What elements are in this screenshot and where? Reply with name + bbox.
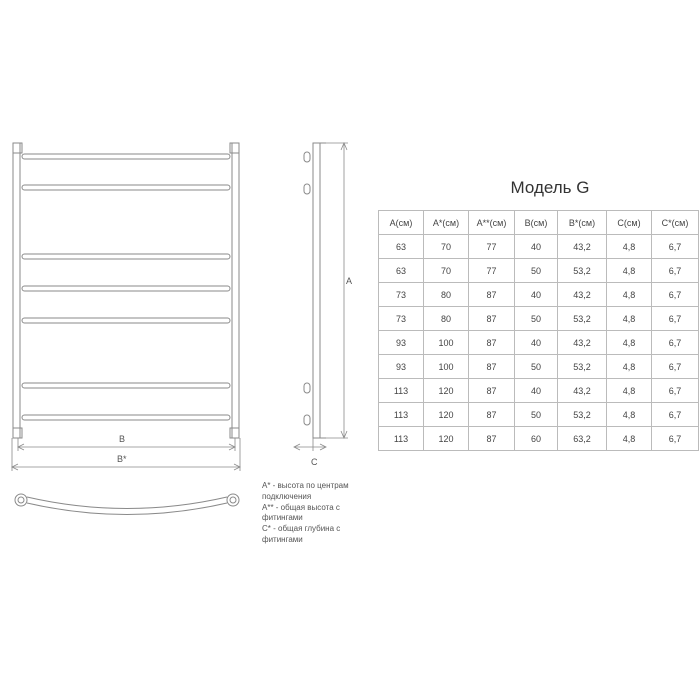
table-cell: 4,8	[607, 259, 652, 283]
rung	[22, 185, 230, 190]
table-cell: 63,2	[558, 427, 607, 451]
table-cell: 6,7	[652, 331, 699, 355]
left-upright-fitting-bottom	[13, 428, 22, 438]
table-cell: 73	[379, 307, 424, 331]
right-upright-fitting-bottom	[230, 428, 239, 438]
table-cell: 4,8	[607, 235, 652, 259]
table-cell: 87	[469, 331, 515, 355]
table-cell: 87	[469, 307, 515, 331]
note-line: A* - высота по центрам	[262, 481, 349, 490]
column-header: A*(см)	[424, 211, 469, 235]
table-header-row	[379, 211, 699, 235]
table-cell: 50	[515, 307, 558, 331]
left-upright-fitting-top	[13, 143, 22, 153]
table-cell: 6,7	[652, 283, 699, 307]
table-cell: 6,7	[652, 307, 699, 331]
table-row	[379, 235, 699, 259]
table-cell: 87	[469, 403, 515, 427]
top-view	[15, 494, 239, 515]
table-row	[379, 259, 699, 283]
column-header: B*(см)	[558, 211, 607, 235]
rung	[22, 415, 230, 420]
side-upright	[313, 143, 320, 438]
table-cell: 40	[515, 235, 558, 259]
table-cell: 53,2	[558, 403, 607, 427]
table-cell: 113	[379, 403, 424, 427]
dimension-c	[294, 438, 326, 451]
notes	[262, 481, 392, 546]
left-upright	[13, 143, 20, 438]
rung	[22, 318, 230, 323]
column-header: C(см)	[607, 211, 652, 235]
table-cell: 120	[424, 379, 469, 403]
table-cell: 87	[469, 355, 515, 379]
table-cell: 73	[379, 283, 424, 307]
side-fitting	[304, 184, 310, 194]
table-cell: 93	[379, 331, 424, 355]
model-title: Модель G	[510, 178, 590, 197]
table-cell: 43,2	[558, 283, 607, 307]
dimension-b-star-label: B*	[117, 454, 127, 464]
table-cell: 4,8	[607, 355, 652, 379]
note-line: фитингами	[262, 534, 303, 544]
table-cell: 70	[424, 259, 469, 283]
column-header: C*(см)	[652, 211, 699, 235]
table-cell: 4,8	[607, 283, 652, 307]
table-cell: 43,2	[558, 235, 607, 259]
dimension-c-label: C	[311, 457, 318, 467]
table-body	[379, 235, 699, 451]
note-line: фитингами	[262, 513, 303, 523]
table-cell: 4,8	[607, 427, 652, 451]
dimension-a	[326, 143, 348, 438]
rung	[22, 254, 230, 259]
table-row	[379, 427, 699, 451]
table-cell: 43,2	[558, 331, 607, 355]
table-cell: 40	[515, 331, 558, 355]
dimension-b	[18, 438, 235, 451]
table-cell: 53,2	[558, 355, 607, 379]
table-cell: 113	[379, 379, 424, 403]
table-cell: 4,8	[607, 331, 652, 355]
dimension-b-label: B	[119, 434, 126, 444]
table-cell: 6,7	[652, 259, 699, 283]
rung	[22, 383, 230, 388]
table-row	[379, 403, 699, 427]
side-fitting	[304, 383, 310, 393]
column-header: A(см)	[379, 211, 424, 235]
table-cell: 77	[469, 259, 515, 283]
table-cell: 70	[424, 235, 469, 259]
table-cell: 40	[515, 283, 558, 307]
table-cell: 40	[515, 379, 558, 403]
table-cell: 113	[379, 427, 424, 451]
table-row	[379, 283, 699, 307]
table-row	[379, 331, 699, 355]
right-upright	[232, 143, 239, 438]
table-cell: 80	[424, 307, 469, 331]
table-cell: 63	[379, 259, 424, 283]
table-cell: 80	[424, 283, 469, 307]
table-cell: 100	[424, 331, 469, 355]
table-cell: 50	[515, 259, 558, 283]
table-cell: 53,2	[558, 307, 607, 331]
table-cell: 6,7	[652, 235, 699, 259]
table-cell: 50	[515, 355, 558, 379]
table-cell: 6,7	[652, 427, 699, 451]
table-cell: 87	[469, 379, 515, 403]
table-cell: 43,2	[558, 379, 607, 403]
table-cell: 53,2	[558, 259, 607, 283]
table-cell: 120	[424, 427, 469, 451]
column-header: A**(см)	[469, 211, 515, 235]
table-cell: 6,7	[652, 355, 699, 379]
note-line: подключения	[262, 491, 312, 501]
table-cell: 120	[424, 403, 469, 427]
table-cell: 50	[515, 403, 558, 427]
table-cell: 87	[469, 427, 515, 451]
dimensions-table	[378, 210, 699, 451]
table-cell: 100	[424, 355, 469, 379]
rung	[22, 286, 230, 291]
rungs	[22, 154, 230, 420]
table-row	[379, 379, 699, 403]
table-cell: 4,8	[607, 379, 652, 403]
rung	[22, 154, 230, 159]
table-cell: 60	[515, 427, 558, 451]
table-cell: 77	[469, 235, 515, 259]
dimension-a-label: A	[346, 276, 353, 286]
table-row	[379, 355, 699, 379]
side-fitting	[304, 415, 310, 425]
note-line: A** - общая высота с	[262, 502, 340, 512]
table-cell: 4,8	[607, 307, 652, 331]
side-view	[304, 143, 326, 438]
table-row	[379, 307, 699, 331]
table-cell: 87	[469, 283, 515, 307]
table-cell: 6,7	[652, 403, 699, 427]
right-upright-fitting-top	[230, 143, 239, 153]
column-header: B(см)	[515, 211, 558, 235]
table-cell: 93	[379, 355, 424, 379]
table-cell: 63	[379, 235, 424, 259]
note-line: C* - общая глубина с	[262, 524, 341, 534]
table-cell: 6,7	[652, 379, 699, 403]
table-cell: 4,8	[607, 403, 652, 427]
side-fitting	[304, 152, 310, 162]
